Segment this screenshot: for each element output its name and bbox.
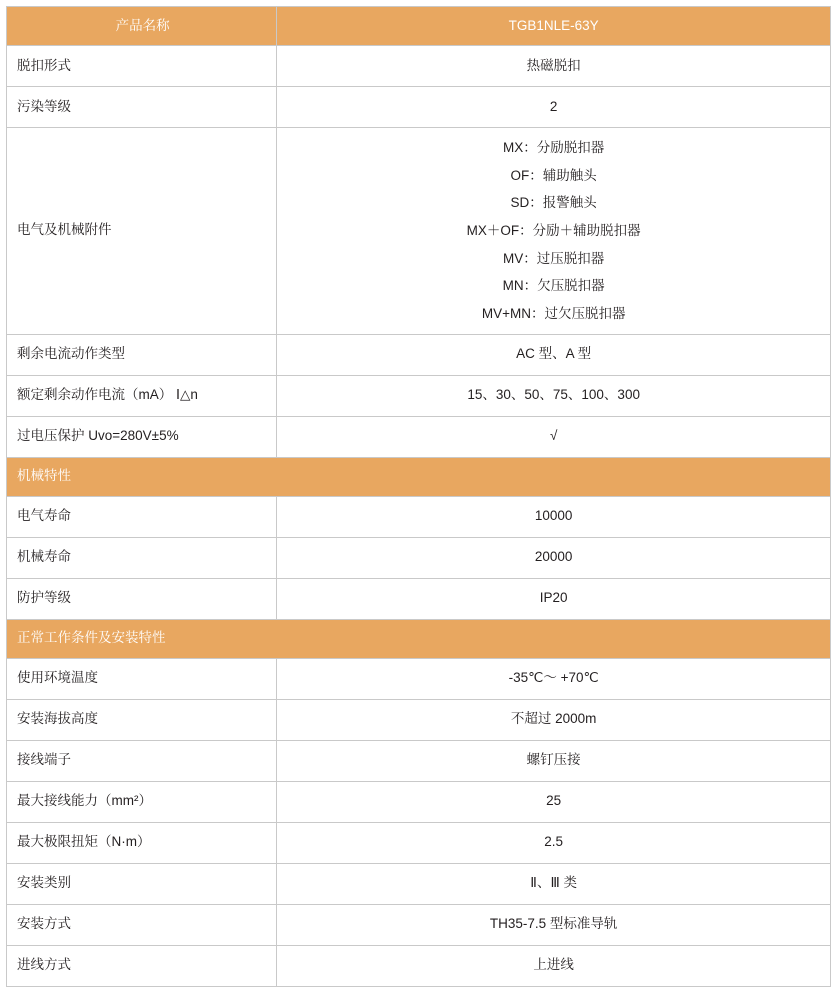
row-label-accessories: 电气及机械附件	[7, 128, 277, 335]
table-row	[7, 496, 831, 537]
row-label-overvoltage-protection: 过电压保护 Uvo=280V±5%	[7, 416, 277, 457]
table-row	[7, 945, 831, 986]
row-value-installation-method: TH35-7.5 型标准导轨	[277, 904, 831, 945]
row-value-max-torque: 2.5	[277, 822, 831, 863]
product-specification-table	[6, 6, 831, 987]
table-row	[7, 822, 831, 863]
row-label-max-torque: 最大极限扭矩（N·m）	[7, 822, 277, 863]
accessory-line: MX：分励脱扣器	[503, 140, 605, 155]
table-row	[7, 87, 831, 128]
table-header-row	[7, 7, 831, 46]
header-product-name-label: 产品名称	[7, 7, 277, 46]
table-row	[7, 416, 831, 457]
row-value-installation-category: Ⅱ、Ⅲ 类	[277, 863, 831, 904]
row-label-protection-degree: 防护等级	[7, 578, 277, 619]
row-value-residual-current-type: AC 型、A 型	[277, 334, 831, 375]
row-value-ambient-temperature: -35℃～ +70℃	[277, 658, 831, 699]
table-row-accessories	[7, 128, 831, 335]
row-value-pollution-degree: 2	[277, 87, 831, 128]
accessory-line: MX＋OF：分励＋辅助脱扣器	[466, 223, 641, 239]
row-value-accessories	[277, 128, 831, 335]
section-header-mechanical	[7, 457, 831, 496]
row-label-installation-method: 安装方式	[7, 904, 277, 945]
table-row	[7, 740, 831, 781]
row-label-rated-residual-current: 额定剩余动作电流（mA） Ⅰ△n	[7, 375, 277, 416]
table-row	[7, 699, 831, 740]
accessory-line: SD：报警触头	[510, 195, 597, 211]
section-title-mechanical: 机械特性	[7, 457, 831, 496]
row-value-incoming-line: 上进线	[277, 945, 831, 986]
row-label-altitude: 安装海拔高度	[7, 699, 277, 740]
row-label-ambient-temperature: 使用环境温度	[7, 658, 277, 699]
table-row	[7, 578, 831, 619]
row-value-electrical-life: 10000	[277, 496, 831, 537]
row-value-rated-residual-current: 15、30、50、75、100、300	[277, 375, 831, 416]
accessory-line: MN：欠压脱扣器	[502, 278, 605, 294]
table-row	[7, 904, 831, 945]
row-label-trip-type: 脱扣形式	[7, 46, 277, 87]
table-row	[7, 375, 831, 416]
table-row	[7, 46, 831, 87]
table-row	[7, 658, 831, 699]
accessory-line: MV：过压脱扣器	[503, 250, 605, 266]
row-value-overvoltage-protection: √	[277, 416, 831, 457]
row-label-terminal: 接线端子	[7, 740, 277, 781]
row-value-trip-type: 热磁脱扣	[277, 46, 831, 87]
section-header-conditions	[7, 619, 831, 658]
section-title-conditions: 正常工作条件及安装特性	[7, 619, 831, 658]
table-row	[7, 863, 831, 904]
row-value-terminal: 螺钉压接	[277, 740, 831, 781]
accessory-line: MV+MN：过欠压脱扣器	[481, 306, 626, 322]
row-label-max-wire-capacity: 最大接线能力（mm²）	[7, 781, 277, 822]
row-value-mechanical-life: 20000	[277, 537, 831, 578]
table-row	[7, 334, 831, 375]
header-product-model-value: TGB1NLE-63Y	[277, 7, 831, 46]
row-value-protection-degree: IP20	[277, 578, 831, 619]
row-label-installation-category: 安装类别	[7, 863, 277, 904]
table-row	[7, 781, 831, 822]
row-label-residual-current-type: 剩余电流动作类型	[7, 334, 277, 375]
row-label-pollution-degree: 污染等级	[7, 87, 277, 128]
table-row	[7, 537, 831, 578]
accessory-line: OF：辅助触头	[510, 167, 597, 183]
row-label-electrical-life: 电气寿命	[7, 496, 277, 537]
row-value-altitude: 不超过 2000m	[277, 699, 831, 740]
row-value-max-wire-capacity: 25	[277, 781, 831, 822]
row-label-mechanical-life: 机械寿命	[7, 537, 277, 578]
row-label-incoming-line: 进线方式	[7, 945, 277, 986]
